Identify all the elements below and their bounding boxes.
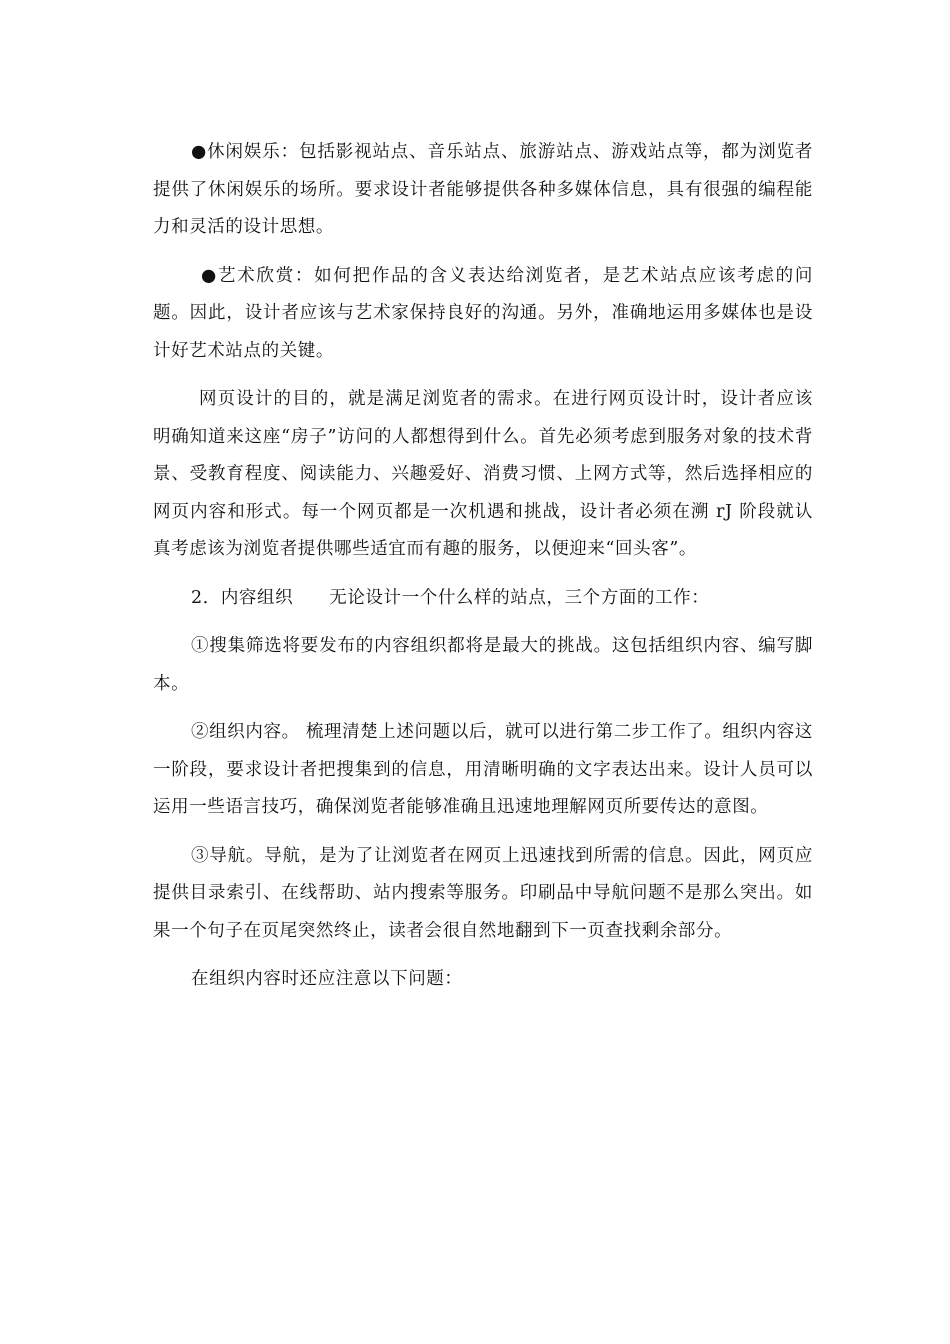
paragraph-closing: 在组织内容时还应注意以下问题： [191,969,463,989]
section-heading [153,580,813,618]
paragraph-item-3: ③导航。导航，是为了让浏览者在网页上迅速找到所需的信息。因此，网页应提供目录索引、在线帮助、站内搜索等服务。印刷品中导航问题不是那么突出。如果一个句子在页尾突然终止，读者会很自然地翻到下一页查找剩余部分。 [153,845,813,941]
paragraph-item-1: ①搜集筛选将要发布的内容组织都将是最大的挑战。这包括组织内容、编写脚本。 [153,636,813,694]
paragraph-purpose: 网页设计的目的，就是满足浏览者的需求。在进行网页设计时，设计者应该明确知道来这座“房子”访问的人都想得到什么。首先必须考虑到服务对象的技术背景、受教育程度、阅读能力、兴趣爱好、消费习惯、上网方式等，然后选择相应的网页内容和形式。每一个网页都是一次机遇和挑战，设计者必须在溯 rJ 阶段就认真考虑该为浏览者提供哪些适宜而有趣的服务，以便迎来“回头客”。 [153,389,813,559]
paragraph-leisure: ●休闲娱乐：包括影视站点、音乐站点、旅游站点、游戏站点等，都为浏览者提供了休闲娱乐的场所。要求设计者能够提供各种多媒体信息，具有很强的编程能力和灵活的设计思想。 [153,142,813,237]
paragraph-art: ●艺术欣赏：如何把作品的含义表达给浏览者，是艺术站点应该考虑的问题。因此，设计者应该与艺术家保持良好的沟通。另外，准确地运用多媒体也是设计好艺术站点的关键。 [153,265,813,361]
document-body [153,134,813,1010]
section-number: 2．内容组织 [191,587,294,608]
section-intro: 无论设计一个什么样的站点，三个方面的工作： [329,587,710,608]
paragraph-item-2: ②组织内容。 梳理清楚上述问题以后，就可以进行第二步工作了。组织内容这一阶段，要求设计者把搜集到的信息，用清晰明确的文字表达出来。设计人员可以运用一些语言技巧，确保浏览者能够准确且迅速地理解网页所要传达的意图。 [153,722,813,817]
